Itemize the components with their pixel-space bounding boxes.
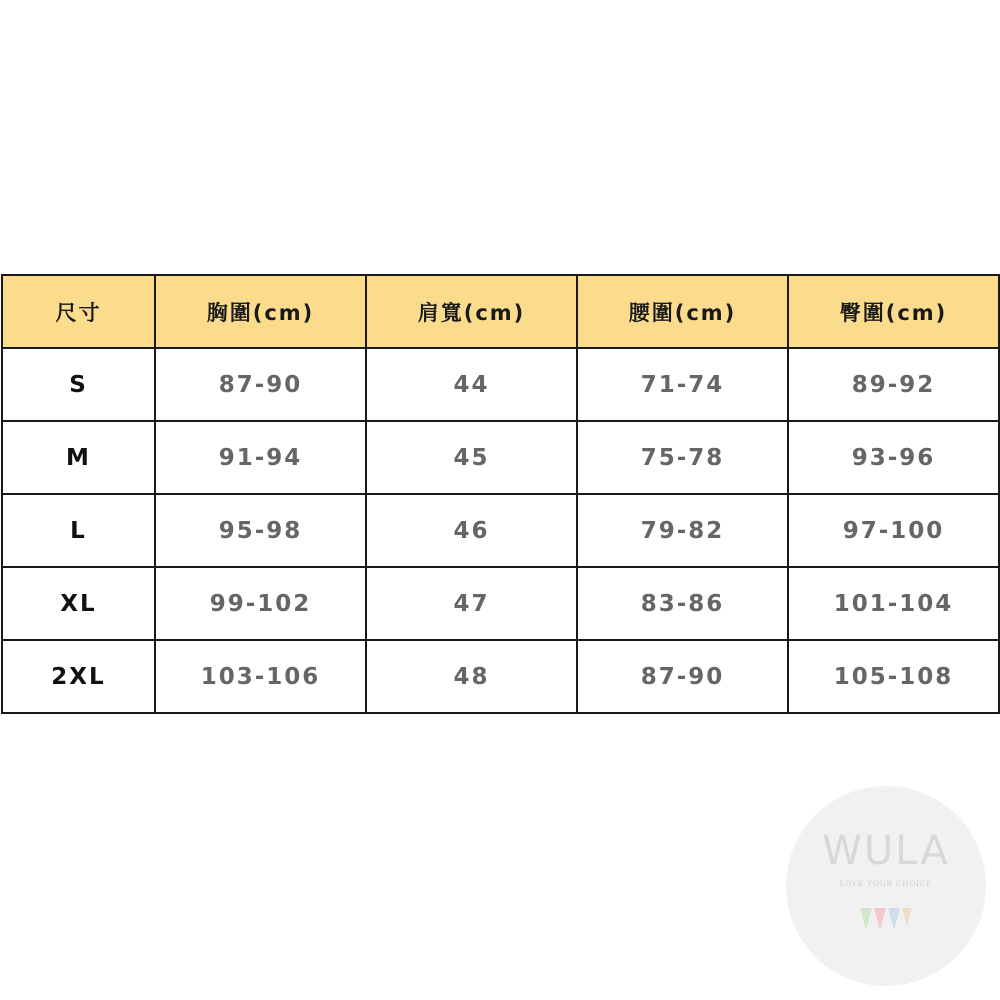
table-row [2,348,999,421]
hip-cell: 97-100 [788,494,999,567]
watermark-logo [786,786,986,986]
waist-cell: 71-74 [577,348,788,421]
waist-cell: 75-78 [577,421,788,494]
shoulder-cell: 47 [366,567,577,640]
hip-cell: 101-104 [788,567,999,640]
size-chart-table [1,274,1000,714]
header-size: 尺寸 [2,275,155,348]
header-hip: 臀圍(cm) [788,275,999,348]
chest-cell: 95-98 [155,494,366,567]
shoulder-cell: 45 [366,421,577,494]
shoulder-cell: 46 [366,494,577,567]
table-row [2,640,999,713]
waist-cell: 83-86 [577,567,788,640]
size-cell: S [2,348,155,421]
hip-cell: 105-108 [788,640,999,713]
table-row [2,421,999,494]
ice-cream-cones-icon [858,906,914,932]
header-chest: 胸圍(cm) [155,275,366,348]
header-waist: 腰圍(cm) [577,275,788,348]
watermark-brand: WULA [822,828,950,874]
size-cell: L [2,494,155,567]
shoulder-cell: 48 [366,640,577,713]
watermark-tagline: LOVE YOUR CHOICE [839,880,933,888]
table-row [2,494,999,567]
hip-cell: 93-96 [788,421,999,494]
size-cell: XL [2,567,155,640]
hip-cell: 89-92 [788,348,999,421]
table-row [2,567,999,640]
shoulder-cell: 44 [366,348,577,421]
chest-cell: 103-106 [155,640,366,713]
header-shoulder: 肩寬(cm) [366,275,577,348]
size-cell: M [2,421,155,494]
waist-cell: 79-82 [577,494,788,567]
chest-cell: 87-90 [155,348,366,421]
header-row [2,275,999,348]
size-cell: 2XL [2,640,155,713]
chest-cell: 91-94 [155,421,366,494]
chest-cell: 99-102 [155,567,366,640]
waist-cell: 87-90 [577,640,788,713]
